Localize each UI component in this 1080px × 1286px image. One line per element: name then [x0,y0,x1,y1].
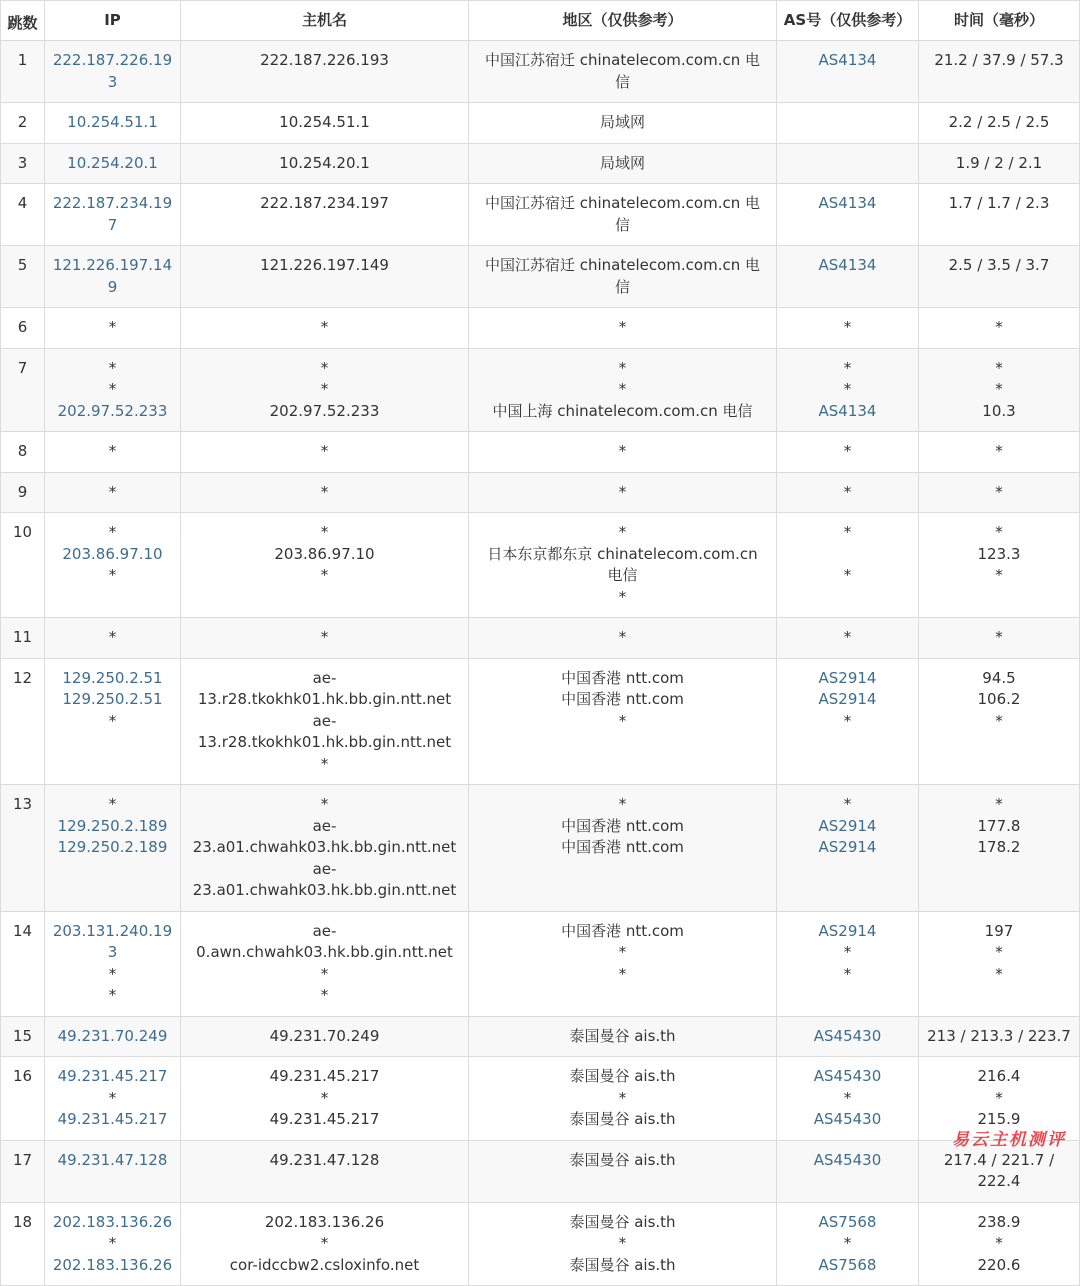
as-link[interactable]: AS45430 [813,1026,882,1045]
hop-number: 4 [1,184,45,246]
time-value: 106.2 [977,690,1021,708]
as-cell [777,103,919,144]
ip-value: * [108,628,117,646]
region-value: * [618,587,627,606]
as-cell [777,1140,919,1202]
hop-number: 13 [1,785,45,912]
hostname-cell [181,246,469,308]
region-cell [469,658,777,785]
as-link[interactable]: AS45430 [813,1150,882,1169]
as-cell [777,1016,919,1057]
hostname-cell [181,785,469,912]
as-cell [777,184,919,246]
region-value: * [618,628,627,646]
region-value: * [618,358,627,377]
host-value: * [320,482,329,501]
as-link[interactable]: AS4134 [818,51,877,69]
as-cell [777,658,919,785]
hop-number: 2 [1,103,45,144]
header-ip: IP [45,1,181,41]
hostname-cell [181,658,469,785]
region-value: * [618,964,627,983]
time-value: 94.5 [982,668,1016,687]
time-value: * [995,523,1003,541]
host-value: * [320,523,329,541]
ip-link[interactable]: 129.250.2.189 [57,816,168,835]
hop-number: 8 [1,432,45,473]
host-value: ae-23.a01.chwahk03.hk.bb.gin.ntt.net [192,816,457,856]
host-value: * [320,964,329,983]
ip-link[interactable]: 202.183.136.26 [52,1255,173,1274]
as-link[interactable]: AS2914 [818,816,877,835]
host-value: ae-13.r28.tkokhk01.hk.bb.gin.ntt.net [197,668,452,708]
region-cell [469,1057,777,1141]
region-value: * [618,943,627,961]
table-row [1,1057,1080,1141]
hostname-cell [181,41,469,103]
as-link[interactable]: AS2914 [818,921,877,940]
hop-number: 15 [1,1016,45,1057]
host-value: * [320,380,329,398]
ip-cell [45,785,181,912]
ip-link[interactable]: 10.254.20.1 [67,153,158,172]
ip-cell [45,1140,181,1202]
ip-value: * [108,566,117,584]
header-hostname: 主机名 [181,1,469,41]
region-value: * [618,711,627,730]
table-row [1,513,1080,618]
as-cell [777,246,919,308]
host-value: 202.97.52.233 [269,401,380,420]
as-cell [777,143,919,184]
time-cell [919,1140,1080,1202]
time-cell [919,513,1080,618]
as-value: * [843,318,852,336]
time-cell [919,432,1080,473]
hop-number: 17 [1,1140,45,1202]
time-value: 217.4 / 221.7 / 222.4 [943,1150,1055,1190]
table-row [1,911,1080,1016]
hop-number: 16 [1,1057,45,1141]
region-value: * [618,380,627,398]
as-value [783,153,912,175]
host-value: * [320,1234,329,1252]
hop-number: 11 [1,618,45,659]
ip-link[interactable]: 49.231.47.128 [57,1150,168,1169]
hostname-cell [181,1202,469,1286]
as-value [783,112,912,134]
as-link[interactable]: AS2914 [818,690,877,708]
time-value: * [995,358,1003,377]
time-cell [919,184,1080,246]
region-value: * [618,523,627,541]
hop-number: 3 [1,143,45,184]
ip-value: * [108,795,117,813]
table-header-row [1,1,1080,41]
as-cell [777,785,919,912]
region-cell [469,1140,777,1202]
ip-cell [45,184,181,246]
hostname-cell [181,308,469,349]
region-cell [469,513,777,618]
time-value: * [995,711,1003,730]
region-cell [469,911,777,1016]
region-value: 中国香港 ntt.com [561,690,684,708]
as-cell [777,1202,919,1286]
host-value: * [320,795,329,813]
hop-number: 5 [1,246,45,308]
header-as: AS号（仅供参考） [777,1,919,41]
ip-value: * [108,482,117,501]
time-value: * [995,442,1003,460]
as-cell [777,513,919,618]
host-value: 203.86.97.10 [274,544,375,563]
region-value: * [618,482,627,501]
region-cell [469,103,777,144]
region-value: * [618,442,627,460]
host-value: * [320,566,329,584]
time-value: 21.2 / 37.9 / 57.3 [934,51,1064,69]
as-value: * [843,482,852,501]
ip-value: * [108,380,117,398]
as-cell [777,472,919,513]
ip-cell [45,348,181,432]
time-cell [919,658,1080,785]
time-value: * [995,1234,1003,1252]
time-cell [919,246,1080,308]
region-value: 局域网 [599,113,645,131]
as-value [783,544,912,566]
hop-number: 1 [1,41,45,103]
as-value: * [843,523,852,541]
time-value: * [995,964,1003,983]
as-cell [777,41,919,103]
table-row [1,348,1080,432]
as-value: * [843,566,852,584]
region-value: 泰国曼谷 ais.th [569,1255,676,1274]
as-value: * [843,442,852,460]
as-link[interactable]: AS2914 [818,668,877,687]
hostname-cell [181,432,469,473]
header-time: 时间（毫秒） [919,1,1080,41]
header-hop: 跳数 [1,1,45,41]
hostname-cell [181,618,469,659]
host-value: 49.231.47.128 [269,1150,380,1169]
region-value: 中国江苏宿迁 chinatelecom.com.cn 电信 [484,256,761,296]
ip-link[interactable]: 49.231.45.217 [57,1110,168,1128]
region-cell [469,348,777,432]
as-link[interactable]: AS4134 [818,256,877,274]
as-link[interactable]: AS45430 [813,1067,882,1085]
host-value: 10.254.20.1 [279,153,370,172]
time-value: 216.4 [977,1067,1021,1085]
ip-link[interactable]: 129.250.2.51 [62,668,163,687]
watermark: 易云主机测评 [952,1130,1066,1150]
region-value: 中国香港 ntt.com [561,816,684,835]
table-row [1,1202,1080,1286]
ip-link[interactable]: 203.131.240.193 [52,921,173,961]
ip-link[interactable]: 10.254.51.1 [67,113,158,131]
header-region: 地区（仅供参考） [469,1,777,41]
ip-cell [45,618,181,659]
host-value: * [320,628,329,646]
host-value: 202.183.136.26 [264,1212,385,1231]
table-row [1,785,1080,912]
ip-cell [45,1016,181,1057]
region-value: 泰国曼谷 ais.th [569,1150,676,1169]
region-cell [469,785,777,912]
ip-cell [45,1202,181,1286]
as-cell [777,432,919,473]
as-link[interactable]: AS45430 [813,1110,882,1128]
table-body [1,41,1080,1286]
region-cell [469,1016,777,1057]
as-link[interactable]: AS2914 [818,838,877,856]
host-value: ae-0.awn.chwahk03.hk.bb.gin.ntt.net [196,921,453,961]
time-value: * [995,482,1003,501]
ip-value: * [108,986,117,1004]
ip-cell [45,513,181,618]
table-row [1,103,1080,144]
hostname-cell [181,348,469,432]
ip-link[interactable]: 202.183.136.26 [52,1212,173,1231]
table-row [1,472,1080,513]
host-value: * [320,358,329,377]
time-value: 197 [984,921,1014,940]
as-value: * [843,711,852,730]
time-value: * [995,566,1003,584]
ip-link[interactable]: 49.231.70.249 [57,1026,168,1045]
as-link[interactable]: AS7568 [818,1212,877,1231]
time-value: 1.9 / 2 / 2.1 [955,153,1043,172]
ip-value: * [108,523,117,541]
region-value: 中国江苏宿迁 chinatelecom.com.cn 电信 [484,51,761,91]
time-value: 220.6 [977,1255,1021,1274]
ip-link[interactable]: 129.250.2.189 [57,838,168,856]
table-row [1,184,1080,246]
ip-link[interactable]: 222.187.226.193 [52,51,173,91]
hostname-cell [181,1016,469,1057]
host-value: 222.187.234.197 [260,194,389,212]
hop-number: 9 [1,472,45,513]
ip-link[interactable]: 49.231.45.217 [57,1067,168,1085]
hostname-cell [181,184,469,246]
region-value: * [618,795,627,813]
hostname-cell [181,103,469,144]
hop-number: 7 [1,348,45,432]
ip-cell [45,432,181,473]
as-value: * [843,358,852,377]
hop-number: 18 [1,1202,45,1286]
region-cell [469,472,777,513]
hostname-cell [181,472,469,513]
time-value: * [995,943,1003,961]
region-value: 泰国曼谷 ais.th [569,1110,676,1128]
region-value: 中国香港 ntt.com [561,838,684,856]
ip-cell [45,308,181,349]
ip-value: * [108,964,117,983]
region-cell [469,143,777,184]
host-value: * [320,442,329,460]
time-cell [919,785,1080,912]
time-value: 178.2 [977,838,1021,856]
time-cell [919,472,1080,513]
time-value: 2.2 / 2.5 / 2.5 [948,113,1050,131]
host-value: * [320,986,329,1004]
region-value: 泰国曼谷 ais.th [569,1067,676,1085]
ip-cell [45,143,181,184]
as-value: * [843,380,852,398]
region-value: 泰国曼谷 ais.th [569,1212,676,1231]
hostname-cell [181,143,469,184]
time-cell [919,103,1080,144]
ip-cell [45,41,181,103]
ip-value: * [108,1088,117,1107]
time-value: 215.9 [977,1110,1021,1128]
table-row [1,1140,1080,1202]
host-value: * [320,318,329,336]
region-cell [469,41,777,103]
ip-cell [45,246,181,308]
host-value: 49.231.45.217 [269,1110,380,1128]
region-value: 中国香港 ntt.com [561,668,684,687]
region-value: * [618,1234,627,1252]
host-value: 49.231.70.249 [269,1026,380,1045]
table-row [1,143,1080,184]
time-value: 238.9 [977,1212,1021,1231]
region-cell [469,184,777,246]
region-value: 中国香港 ntt.com [561,921,684,940]
region-cell [469,432,777,473]
host-value: ae-13.r28.tkokhk01.hk.bb.gin.ntt.net [197,711,452,751]
table-row [1,1016,1080,1057]
as-cell [777,348,919,432]
as-link[interactable]: AS4134 [818,401,877,420]
region-cell [469,618,777,659]
time-value: 177.8 [977,816,1021,835]
host-value: 10.254.51.1 [279,113,370,131]
as-cell [777,1057,919,1141]
region-cell [469,1202,777,1286]
region-value: 中国上海 chinatelecom.com.cn 电信 [492,401,753,420]
ip-cell [45,472,181,513]
region-value: 日本东京都东京 chinatelecom.com.cn 电信 [487,544,758,584]
host-value: * [320,1088,329,1107]
ip-value: * [108,711,117,730]
region-value: * [618,318,627,336]
ip-link[interactable]: 121.226.197.149 [52,256,173,296]
hop-number: 6 [1,308,45,349]
time-cell [919,41,1080,103]
hostname-cell [181,1140,469,1202]
hop-number: 14 [1,911,45,1016]
hop-number: 12 [1,658,45,785]
time-cell [919,348,1080,432]
as-link[interactable]: AS4134 [818,194,877,212]
as-value: * [843,943,852,961]
ip-link[interactable]: 222.187.234.197 [52,194,173,234]
region-cell [469,246,777,308]
hostname-cell [181,513,469,618]
ip-value: * [108,318,117,336]
ip-cell [45,1057,181,1141]
time-value: 10.3 [982,401,1016,420]
ip-value: * [108,358,117,377]
ip-link[interactable]: 203.86.97.10 [62,544,163,563]
as-cell [777,618,919,659]
region-value: 泰国曼谷 ais.th [569,1026,676,1045]
as-cell [777,308,919,349]
as-value: * [843,628,852,646]
time-value: * [995,628,1003,646]
as-value: * [843,1088,852,1107]
region-cell [469,308,777,349]
as-value: * [843,964,852,983]
time-cell [919,308,1080,349]
table-row [1,432,1080,473]
time-cell [919,1202,1080,1286]
time-value: 123.3 [977,544,1021,563]
time-cell [919,1057,1080,1141]
as-link[interactable]: AS7568 [818,1255,877,1274]
ip-cell [45,911,181,1016]
region-value: 局域网 [599,153,645,172]
table-row [1,246,1080,308]
region-value: * [618,1088,627,1107]
as-value: * [843,795,852,813]
hostname-cell [181,1057,469,1141]
hop-number: 10 [1,513,45,618]
ip-cell [45,103,181,144]
time-value: 2.5 / 3.5 / 3.7 [948,256,1050,274]
as-cell [777,911,919,1016]
time-value: 213 / 213.3 / 223.7 [927,1026,1071,1045]
table-row [1,308,1080,349]
host-value: 222.187.226.193 [260,51,389,69]
time-cell [919,1016,1080,1057]
hostname-cell [181,911,469,1016]
time-cell [919,911,1080,1016]
table-row [1,41,1080,103]
time-cell [919,618,1080,659]
host-value: * [320,754,329,773]
time-value: * [995,380,1003,398]
ip-link[interactable]: 202.97.52.233 [57,401,168,420]
ip-link[interactable]: 129.250.2.51 [62,690,163,708]
host-value: 121.226.197.149 [260,256,389,274]
host-value: 49.231.45.217 [269,1067,380,1085]
time-value: * [995,795,1003,813]
time-value: * [995,318,1003,336]
table-row [1,658,1080,785]
table-row [1,618,1080,659]
host-value: cor-idccbw2.csloxinfo.net [229,1255,420,1274]
as-value: * [843,1234,852,1252]
ip-cell [45,658,181,785]
time-cell [919,143,1080,184]
host-value: ae-23.a01.chwahk03.hk.bb.gin.ntt.net [192,859,457,899]
time-value: * [995,1088,1003,1107]
ip-value: * [108,442,117,460]
time-value: 1.7 / 1.7 / 2.3 [948,194,1050,212]
region-value: 中国江苏宿迁 chinatelecom.com.cn 电信 [484,194,761,234]
ip-value: * [108,1234,117,1252]
